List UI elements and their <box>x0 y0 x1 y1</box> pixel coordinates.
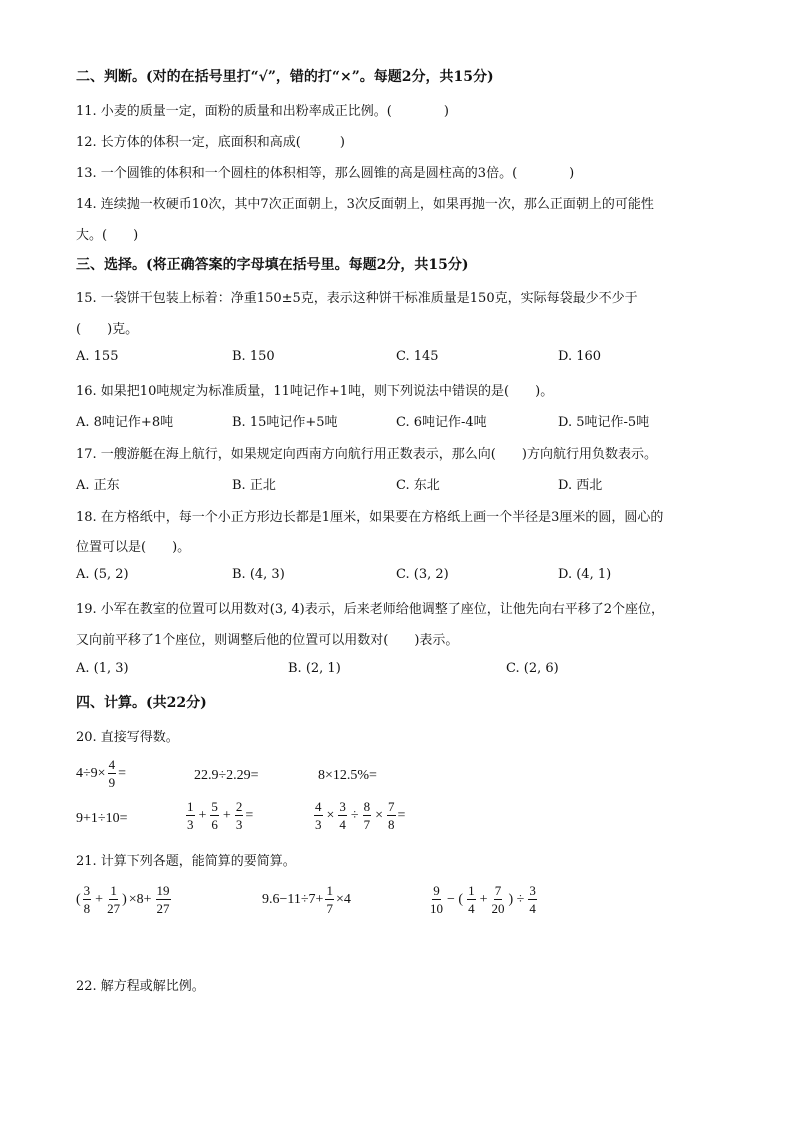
calc-20-1-expr: 4÷9× <box>76 765 106 781</box>
q15-option-d: D. 160 <box>558 349 602 364</box>
q17-option-b: B. 正北 <box>232 478 276 493</box>
fraction: $\frac{4}{9}$ <box>108 757 116 790</box>
q15-option-c: C. 145 <box>396 349 439 364</box>
question-17: 17. 一艘游艇在海上航行，如果规定向西南方向航行用正数表示，那么向( )方向航行用负数表示。 <box>76 447 657 462</box>
question-20: 20. 直接写得数。 <box>76 730 179 745</box>
q18-option-a: A. (5, 2) <box>76 567 129 582</box>
question-21: 21. 计算下列各题，能简算的要简算。 <box>76 854 296 869</box>
q18-option-c: C. (3, 2) <box>396 567 449 582</box>
question-19-line1: 19. 小军在教室的位置可以用数对(3, 4)表示，后来老师给他调整了座位，让他先向右平移了2个座位， <box>76 602 665 617</box>
q18-option-b: B. (4, 3) <box>232 567 285 582</box>
section-3-title: 三、选择。(将正确答案的字母填在括号里。每题2分，共15分) <box>76 257 469 273</box>
question-16: 16. 如果把10吨规定为标准质量，11吨记作+1吨，则下列说法中错误的是( )。 <box>76 384 554 399</box>
question-18-line2: 位置可以是( )。 <box>76 540 191 555</box>
q19-option-b: B. (2, 1) <box>288 661 341 676</box>
question-15-line2: ( )克。 <box>76 322 139 337</box>
question-12: 12. 长方体的体积一定，底面积和高成( ) <box>76 135 345 150</box>
q17-option-c: C. 东北 <box>396 478 440 493</box>
q16-option-d: D. 5吨记作-5吨 <box>558 415 650 430</box>
calc-20-3: 8×12.5%= <box>318 768 377 783</box>
question-11: 11. 小麦的质量一定，面粉的质量和出粉率成正比例。( ) <box>76 104 449 119</box>
question-22: 22. 解方程或解比例。 <box>76 979 205 994</box>
calc-21-2: 9.6−11÷7+ $\frac{1}{7}$ ×4 <box>262 883 351 916</box>
q15-option-a: A. 155 <box>76 349 119 364</box>
question-13: 13. 一个圆锥的体积和一个圆柱的体积相等，那么圆锥的高是圆柱高的3倍。( ) <box>76 166 575 181</box>
question-19-line2: 又向前平移了1个座位，则调整后他的位置可以用数对( )表示。 <box>76 633 459 648</box>
q16-option-a: A. 8吨记作+8吨 <box>76 415 174 430</box>
calc-20-5: $\frac{1}{3}$ + $\frac{5}{6}$ + $\frac{2}{3}$ = <box>187 799 254 832</box>
q19-option-c: C. (2, 6) <box>506 661 559 676</box>
q15-option-b: B. 150 <box>232 349 275 364</box>
q19-option-a: A. (1, 3) <box>76 661 129 676</box>
calc-20-4: 9+1÷10= <box>76 811 128 826</box>
q18-option-d: D. (4, 1) <box>558 567 612 582</box>
q17-option-d: D. 西北 <box>558 478 603 493</box>
question-15-line1: 15. 一袋饼干包装上标着：净重150±5克，表示这种饼干标准质量是150克，实际每袋最少不少于 <box>76 291 638 306</box>
section-4-title: 四、计算。(共22分) <box>76 695 207 711</box>
calc-20-6: $\frac{4}{3}$ × $\frac{3}{4}$ ÷ $\frac{8}{7}$ × $\frac{7}{8}$ = <box>315 799 406 832</box>
q17-option-a: A. 正东 <box>76 478 120 493</box>
section-2-title: 二、判断。(对的在括号里打“√”，错的打“×”。每题2分，共15分) <box>76 69 494 85</box>
question-14-line1: 14. 连续抛一枚硬币10次，其中7次正面朝上，3次反面朝上，如果再抛一次，那么正面朝上的可能性 <box>76 197 654 212</box>
calc-21-1: ( $\frac{3}{8}$ + $\frac{1}{27}$ ) ×8+ $\frac{19}{27}$ <box>76 883 170 916</box>
calc-21-3: $\frac{9}{10}$ − ( $\frac{1}{4}$ + $\frac{7}{20}$ ) ÷ $\frac{3}{4}$ <box>430 883 536 916</box>
calc-20-2: 22.9÷2.29= <box>194 768 259 783</box>
calc-20-1: 4÷9× $\frac{4}{9}$ = <box>76 757 126 790</box>
q16-option-b: B. 15吨记作+5吨 <box>232 415 338 430</box>
question-18-line1: 18. 在方格纸中，每一个小正方形边长都是1厘米，如果要在方格纸上画一个半径是3厘米的圆，圆心的 <box>76 510 664 525</box>
q16-option-c: C. 6吨记作-4吨 <box>396 415 487 430</box>
question-14-line2: 大。( ) <box>76 228 139 243</box>
